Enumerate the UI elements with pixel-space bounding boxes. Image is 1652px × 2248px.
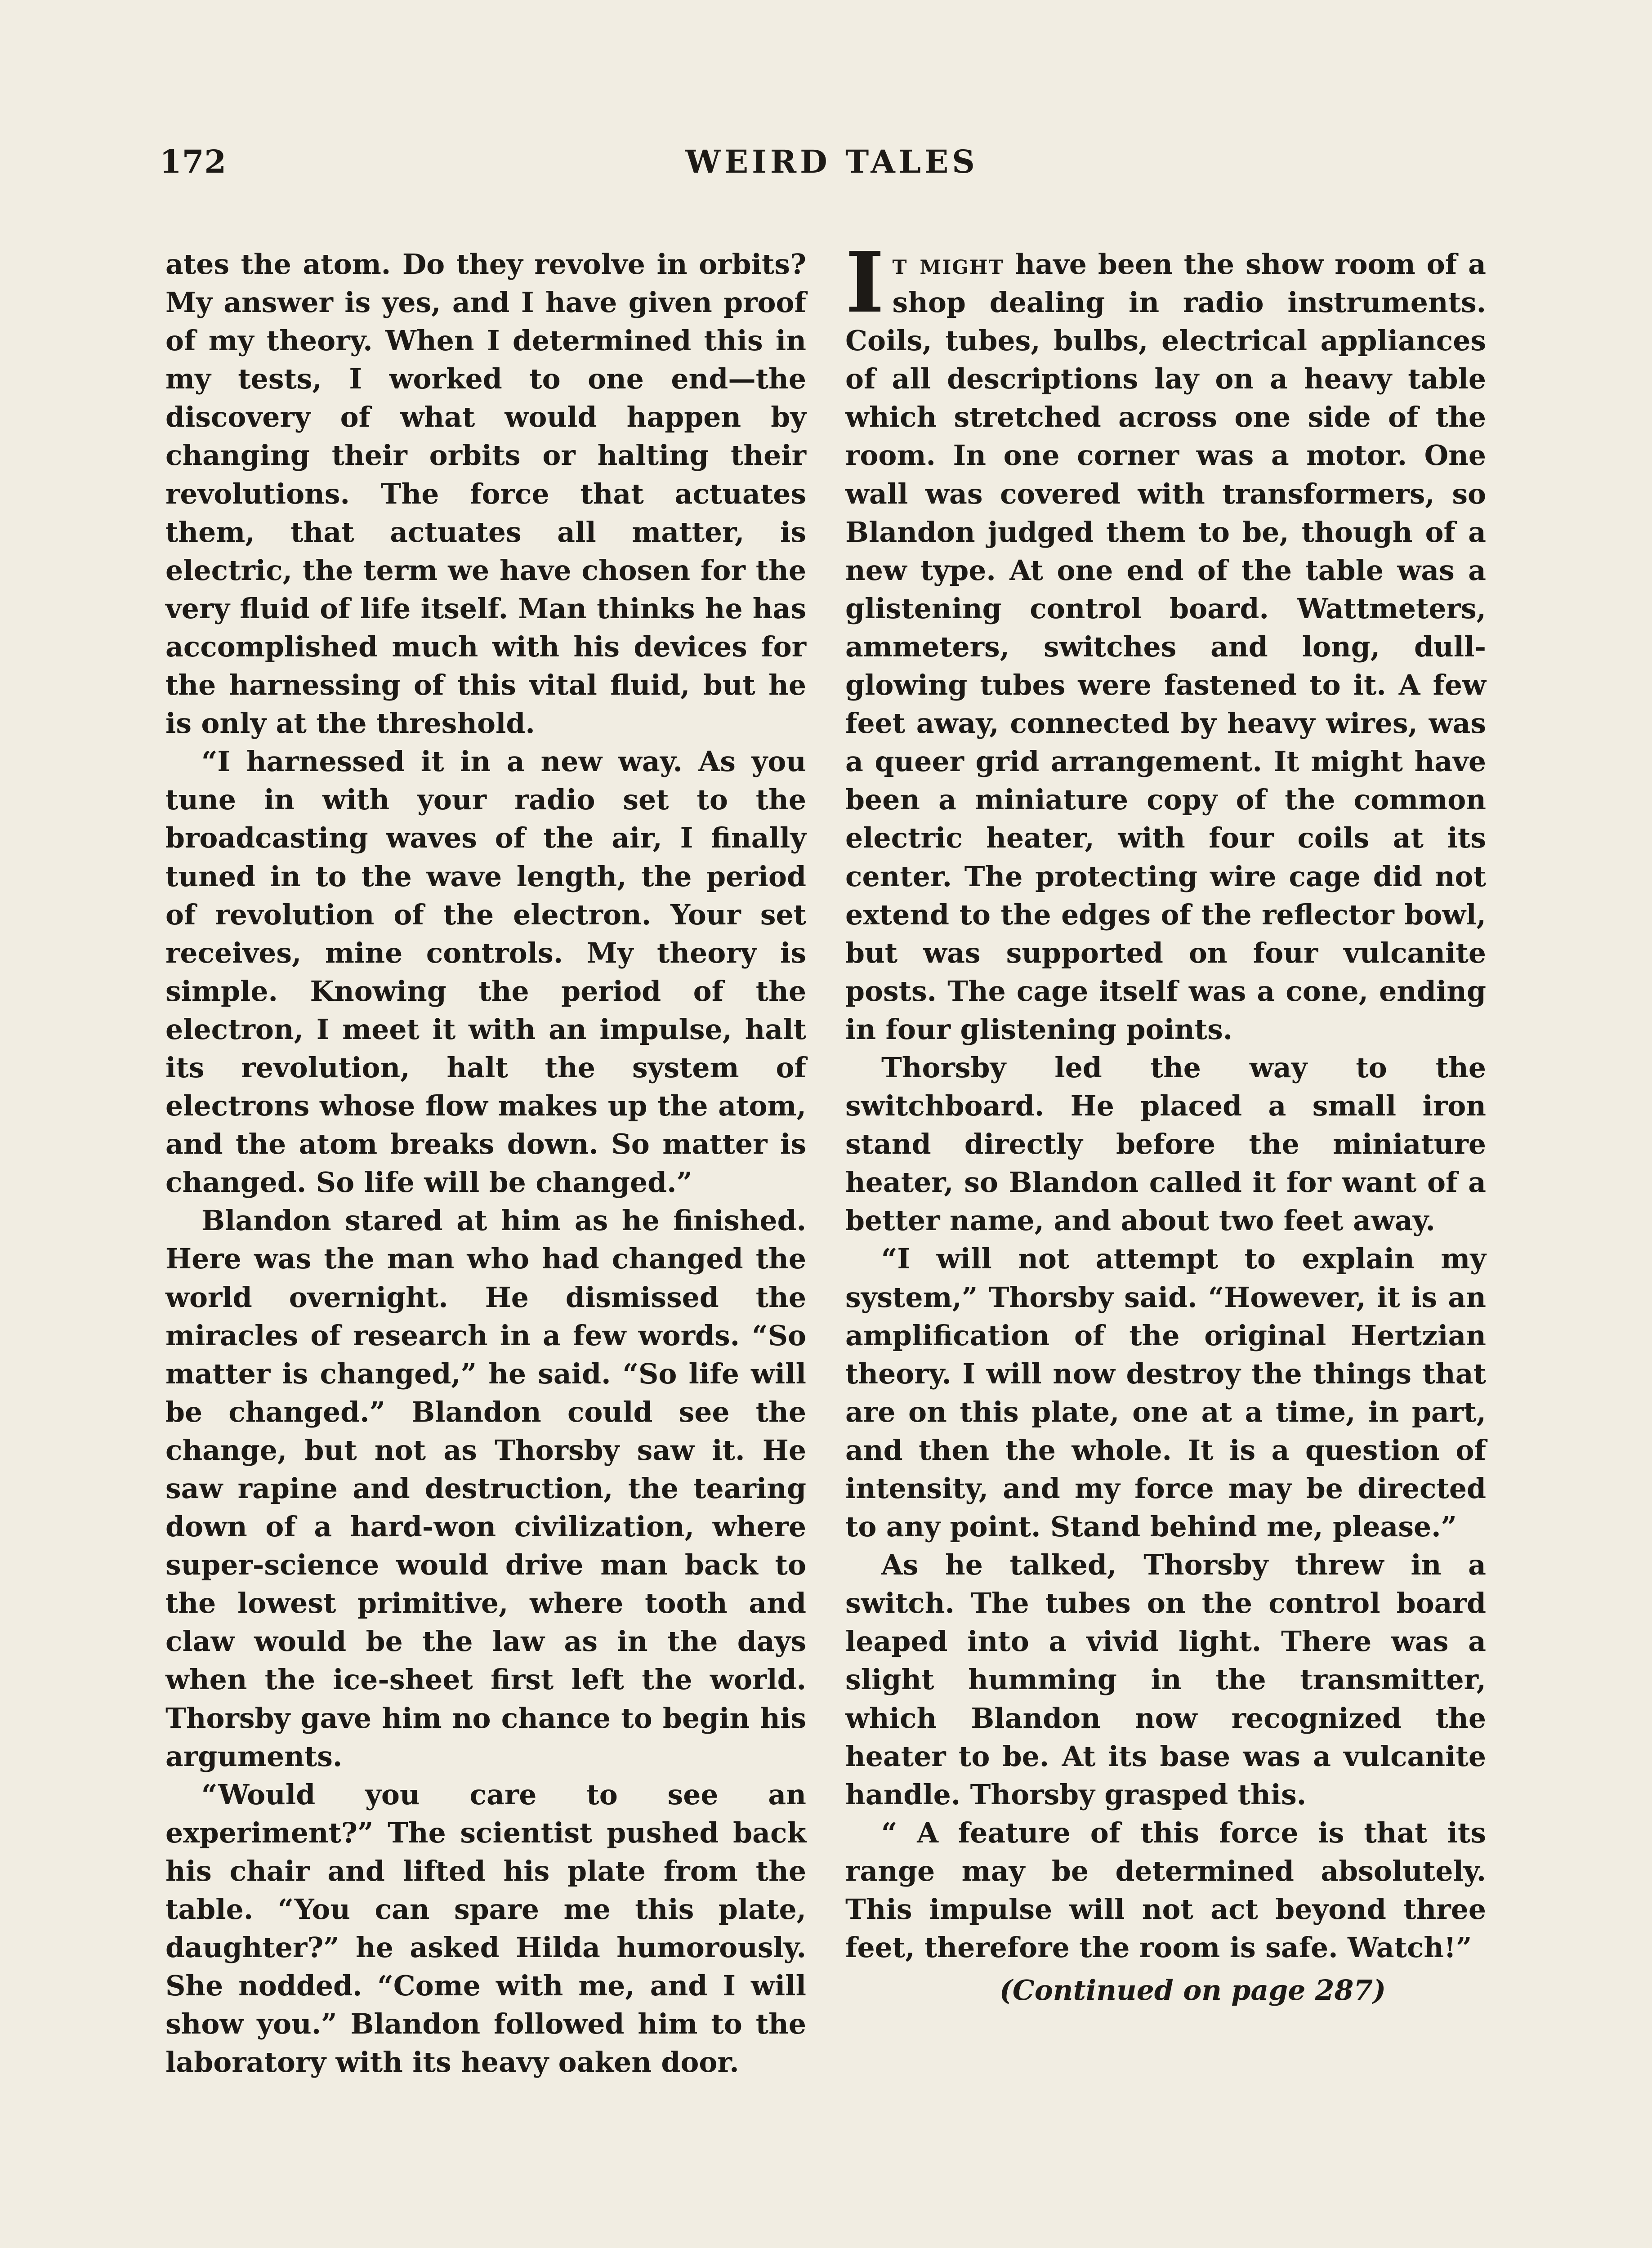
- paragraph: “I will not attempt to explain my system,” Thorsby said. “However, it is an amplification of the original Hertzian theory. I will now destroy the things that are on this plate, one at a time, in part, and then the whole. It is a question of intensity, and my force may be directed to any point. Stand behind me, please.”: [845, 1242, 1486, 1543]
- page-number: 172: [160, 143, 227, 180]
- right-text-column: [845, 233, 1486, 2009]
- opening-paragraph: [845, 233, 1486, 1048]
- paragraph: As he talked, Thorsby threw in a switch. The tubes on the control board leaped into a vivid light. There was a slight humming in the transmitter, which Blandon now recognized the heater to be. At its base was a vulcanite handle. Thorsby grasped this.: [845, 1548, 1486, 1811]
- paragraph: “ A feature of this force is that its range may be determined absolutely. This impulse will not act beyond three feet, therefore the room is safe. Watch!”: [845, 1816, 1486, 1964]
- opening-small-caps: t might: [892, 248, 1004, 281]
- paragraph: Blandon stared at him as he finished. Here was the man who had changed the world overnight. He dismissed the miracles of research in a few words. “So matter is changed,” he said. “So life will be changed.” Blandon could see the change, but not as Thorsby saw it. He saw rapine and destruction, the tearing down of a hard-won civilization, where super-science would drive man back to the lowest primitive, where tooth and claw would be the law as in the days when the ice-sheet first left the world. Thorsby gave him no chance to begin his arguments.: [165, 1204, 806, 1773]
- page-header: [160, 143, 1504, 192]
- paragraph: Thorsby led the way to the switchboard. He placed a small iron stand directly before the miniature heater, so Blandon called it for want of a better name, and about two feet away.: [845, 1051, 1486, 1237]
- paragraph: “Would you care to see an experiment?” The scientist pushed back his chair and lifted his plate from the table. “You can spare me this plate, daughter?” he asked Hilda humorously. She nodded. “Come with me, and I will show you.” Blandon followed him to the laboratory with its heavy oaken door.: [165, 1778, 806, 2079]
- magazine-title: WEIRD TALES: [685, 143, 978, 180]
- continued-note: (Continued on page 287): [999, 1974, 1386, 2007]
- left-text-column: [165, 245, 806, 2082]
- paragraph: “I harnessed it in a new way. As you tune in with your radio set to the broadcasting waves of the air, I finally tuned in to the wave length, the period of revolution of the electron. Your set receives, mine controls. My theory is simple. Knowing the period of the electron, I meet it with an impulse, halt its revolution, halt the system of electrons whose flow makes up the atom, and the atom breaks down. So matter is changed. So life will be changed.”: [165, 745, 806, 1199]
- opening-paragraph-text: have been the show room of a shop dealing in radio instruments. Coils, tubes, bulbs, electrical appliances of all descriptions lay on a heavy table which stretched across one side of the room. In one corner was a motor. One wall was covered with transformers, so Blandon judged them to be, though of a new type. At one end of the table was a glistening control board. Wattmeters, ammeters, switches and long, dull-glowing tubes were fastened to it. A few feet away, connected by heavy wires, was a queer grid arrangement. It might have been a miniature copy of the common electric heater, with four coils at its center. The protecting wire cage did not extend to the edges of the reflector bowl, but was supported on four vulcanite posts. The cage itself was a cone, ending in four glistening points.: [845, 248, 1486, 1046]
- paragraph: ates the atom. Do they revolve in orbits? My answer is yes, and I have given proof of my theory. When I determined this in my tests, I worked to one end—the discovery of what would happen by changing their orbits or halting their revolutions. The force that actuates them, that actuates all matter, is electric, the term we have chosen for the very fluid of life itself. Man thinks he has accomplished much with his devices for the harnessing of this vital fluid, but he is only at the threshold.: [165, 248, 806, 740]
- drop-cap: I: [845, 233, 884, 331]
